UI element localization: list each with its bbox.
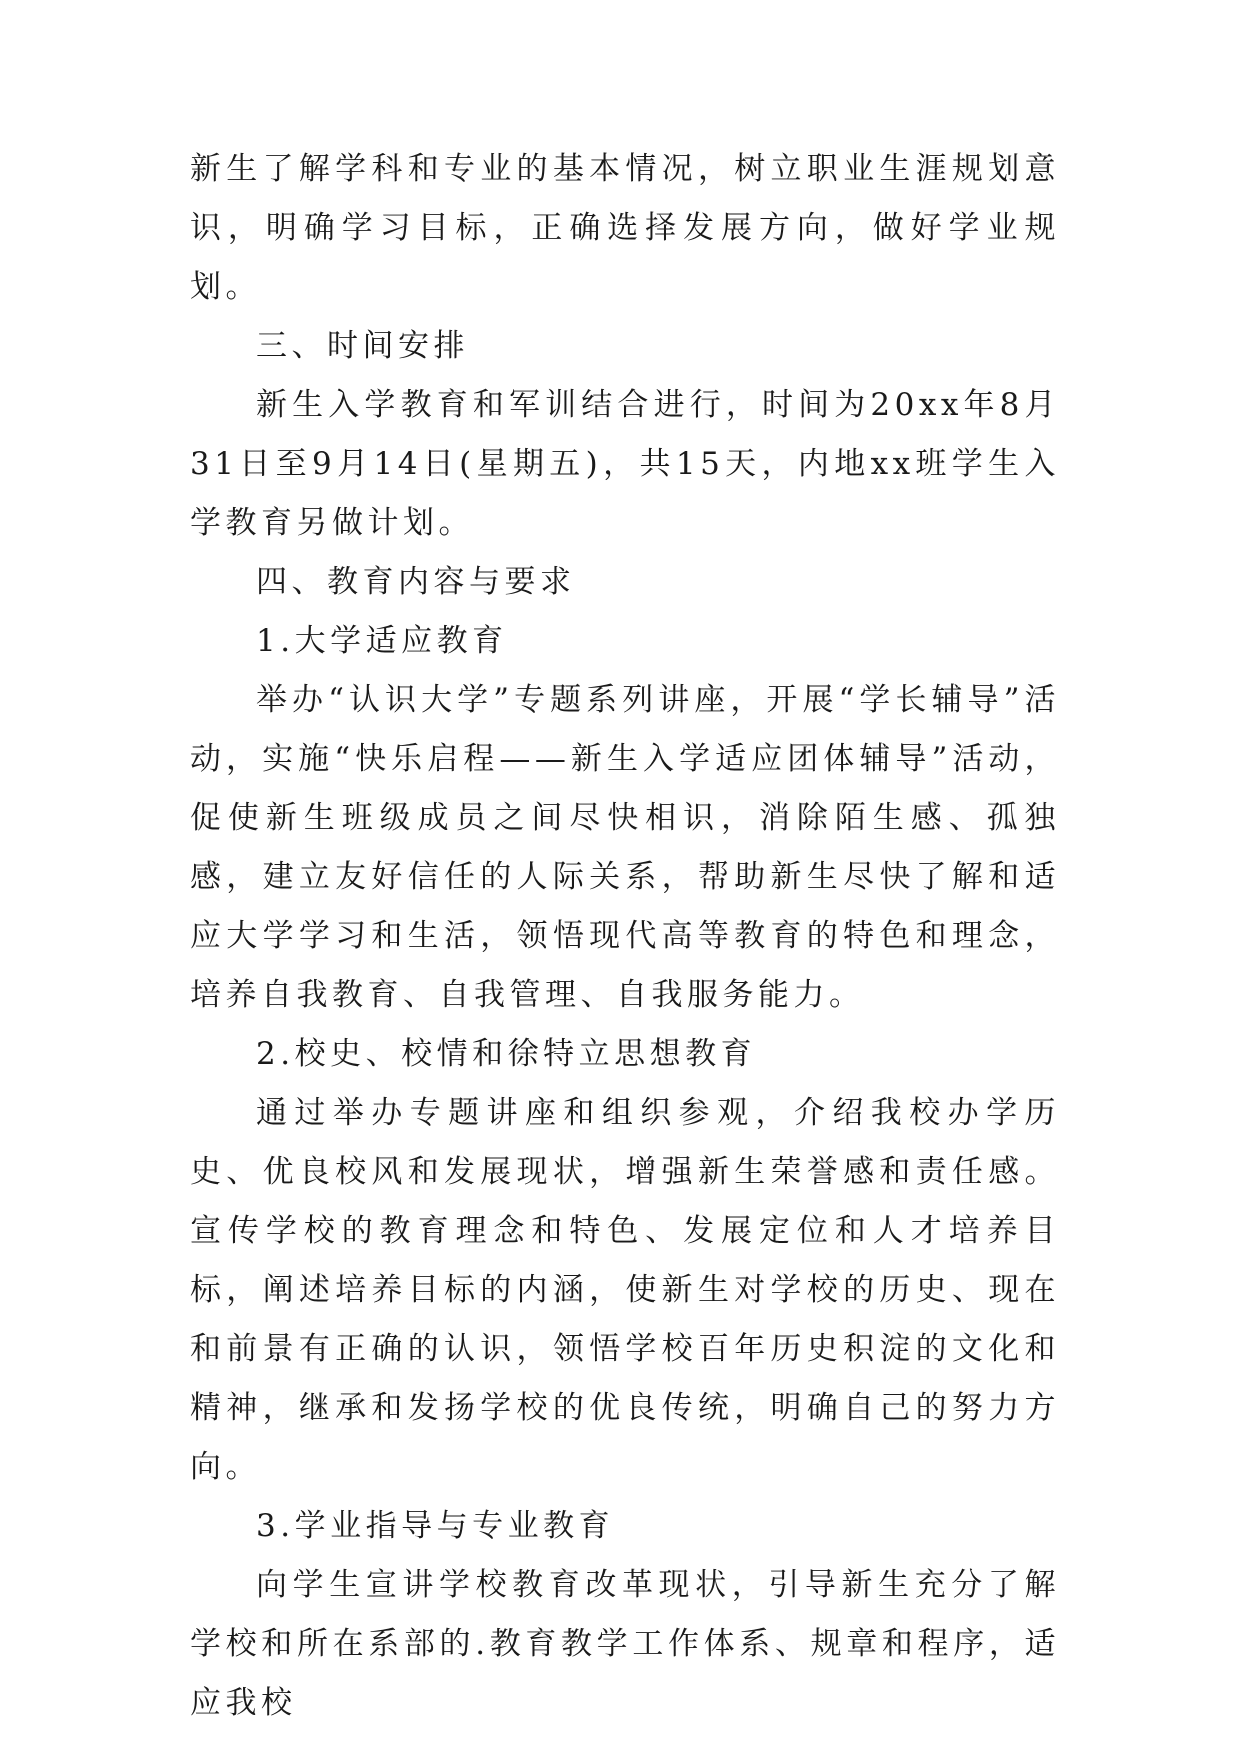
paragraph-continuation: 新生了解学科和专业的基本情况，树立职业生涯规划意识，明确学习目标，正确选择发展方向，做好学业规划。: [190, 151, 1060, 305]
paragraph-adaptation: 举办“认识大学”专题系列讲座，开展“学长辅导”活动，实施“快乐启程——新生入学适应团体辅导”活动，促使新生班级成员之间尽快相识，消除陌生感、孤独感，建立友好信任的人际关系，帮助新生尽快了解和适应大学学习和生活，领悟现代高等教育的特色和理念，培养自我教育、自我管理、自我服务能力。: [190, 682, 1060, 1013]
subheading-academic: 3.学业指导与专业教育: [256, 1508, 615, 1544]
section-heading-content: 四、教育内容与要求: [256, 564, 576, 600]
subheading-history: 2.校史、校情和徐特立思想教育: [256, 1036, 757, 1072]
paragraph-academic: 向学生宣讲学校教育改革现状，引导新生充分了解学校和所在系部的.教育教学工作体系、规章和程序，适应我校: [190, 1567, 1060, 1721]
section-heading-schedule: 三、时间安排: [256, 328, 469, 364]
paragraph-schedule: 新生入学教育和军训结合进行，时间为20xx年8月31日至9月14日(星期五)，共15天，内地xx班学生入学教育另做计划。: [190, 387, 1060, 541]
subheading-adaptation: 1.大学适应教育: [256, 623, 508, 659]
document-page: [190, 140, 1060, 1733]
paragraph-history: 通过举办专题讲座和组织参观，介绍我校办学历史、优良校风和发展现状，增强新生荣誉感和责任感。宣传学校的教育理念和特色、发展定位和人才培养目标，阐述培养目标的内涵，使新生对学校的历史、现在和前景有正确的认识，领悟学校百年历史积淀的文化和精神，继承和发扬学校的优良传统，明确自己的努力方向。: [190, 1095, 1060, 1485]
